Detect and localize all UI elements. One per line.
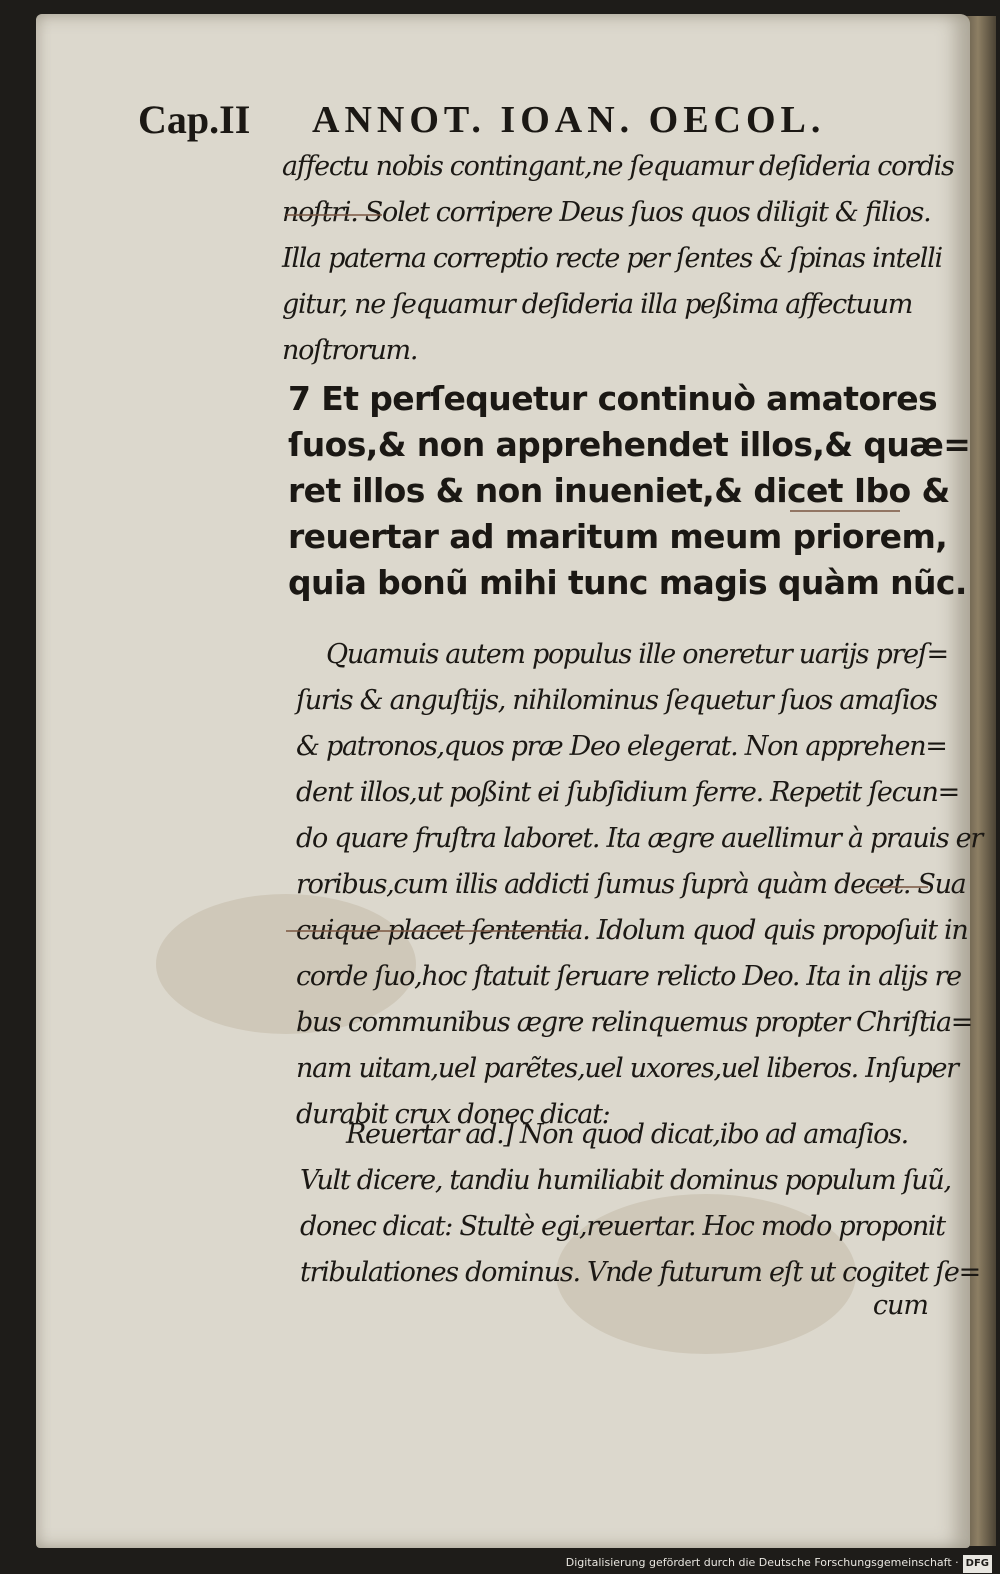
text-line: donec dicat: Stultè egi,reuertar. Hoc modo proponit <box>300 1211 945 1242</box>
text-line: noſtrorum. <box>282 335 418 366</box>
verse-line: ret illos & non inueniet,& dicet Ibo & <box>288 471 950 510</box>
text-line: gitur, ne ſequamur deſideria illa peßima affectuum <box>282 289 913 320</box>
ink-underline <box>286 214 382 216</box>
book-gutter <box>966 16 996 1546</box>
dfg-logo: DFG <box>963 1555 992 1573</box>
digitization-footer <box>566 1554 992 1572</box>
commentary-top <box>282 144 954 374</box>
verse-line: quia bonũ mihi tunc magis quàm nũc. <box>288 563 967 602</box>
commentary-end <box>300 1112 980 1302</box>
text-line: cuique placet ſententia. Idolum quod quis propoſuit in <box>296 915 968 946</box>
text-line: do quare fruſtra laboret. Ita ægre auellimur à prauis er <box>296 823 982 854</box>
verse-line: reuertar ad maritum meum priorem, <box>288 517 948 556</box>
text-line: nam uitam,uel parẽtes,uel uxores,uel liberos. Inſuper <box>296 1053 958 1084</box>
text-line: ſuris & anguſtijs, nihilominus ſequetur ſuos amaſios <box>296 685 937 716</box>
catchword: cum <box>872 1290 928 1321</box>
ink-underline <box>790 510 900 512</box>
text-line: corde ſuo,hoc ſtatuit ſeruare relicto Deo. Ita in alijs re <box>296 961 961 992</box>
running-header <box>138 92 928 148</box>
chapter-label: Cap.II <box>138 97 251 142</box>
text-line: durabit crux donec dicat: <box>296 1099 610 1130</box>
text-line: dent illos,ut poßint ei ſubſidium ferre. Repetit ſecun= <box>296 777 959 808</box>
text-line: noſtri. Solet corripere Deus ſuos quos diligit & filios. <box>282 197 931 228</box>
text-line: tribulationes dominus. Vnde futurum eſt ut cogitet ſe= <box>300 1257 980 1288</box>
text-line: affectu nobis contingant,ne ſequamur deſideria cordis <box>282 151 954 182</box>
ink-underline <box>870 886 928 888</box>
running-title: ANNOT. IOAN. OECOL. <box>312 99 826 141</box>
text-line: Illa paterna correptio recte per ſentes & ſpinas intelli <box>282 243 942 274</box>
text-line: bus communibus ægre relinquemus propter Chriſtia= <box>296 1007 973 1038</box>
verse-line: ſuos,& non apprehendet illos,& quæ= <box>288 425 971 464</box>
text-line: Reuertar ad.] Non quod dicat,ibo ad amaſios. <box>346 1119 908 1150</box>
text-line: roribus,cum illis addicti ſumus ſuprà quàm decet. Sua <box>296 869 966 900</box>
verse-text <box>288 376 971 606</box>
text-line: Vult dicere, tandiu humiliabit dominus populum ſuũ, <box>300 1165 951 1196</box>
footer-credit: Digitalisierung gefördert durch die Deutsche Forschungsgemeinschaft · <box>565 1556 959 1569</box>
verse-line: 7 Et perſequetur continuò amatores <box>288 379 938 418</box>
ink-underline <box>286 930 576 932</box>
text-line: & patronos,quos præ Deo elegerat. Non apprehen= <box>296 731 947 762</box>
commentary-main <box>296 632 982 1138</box>
text-line: Quamuis autem populus ille oneretur uarijs preſ= <box>326 639 948 670</box>
